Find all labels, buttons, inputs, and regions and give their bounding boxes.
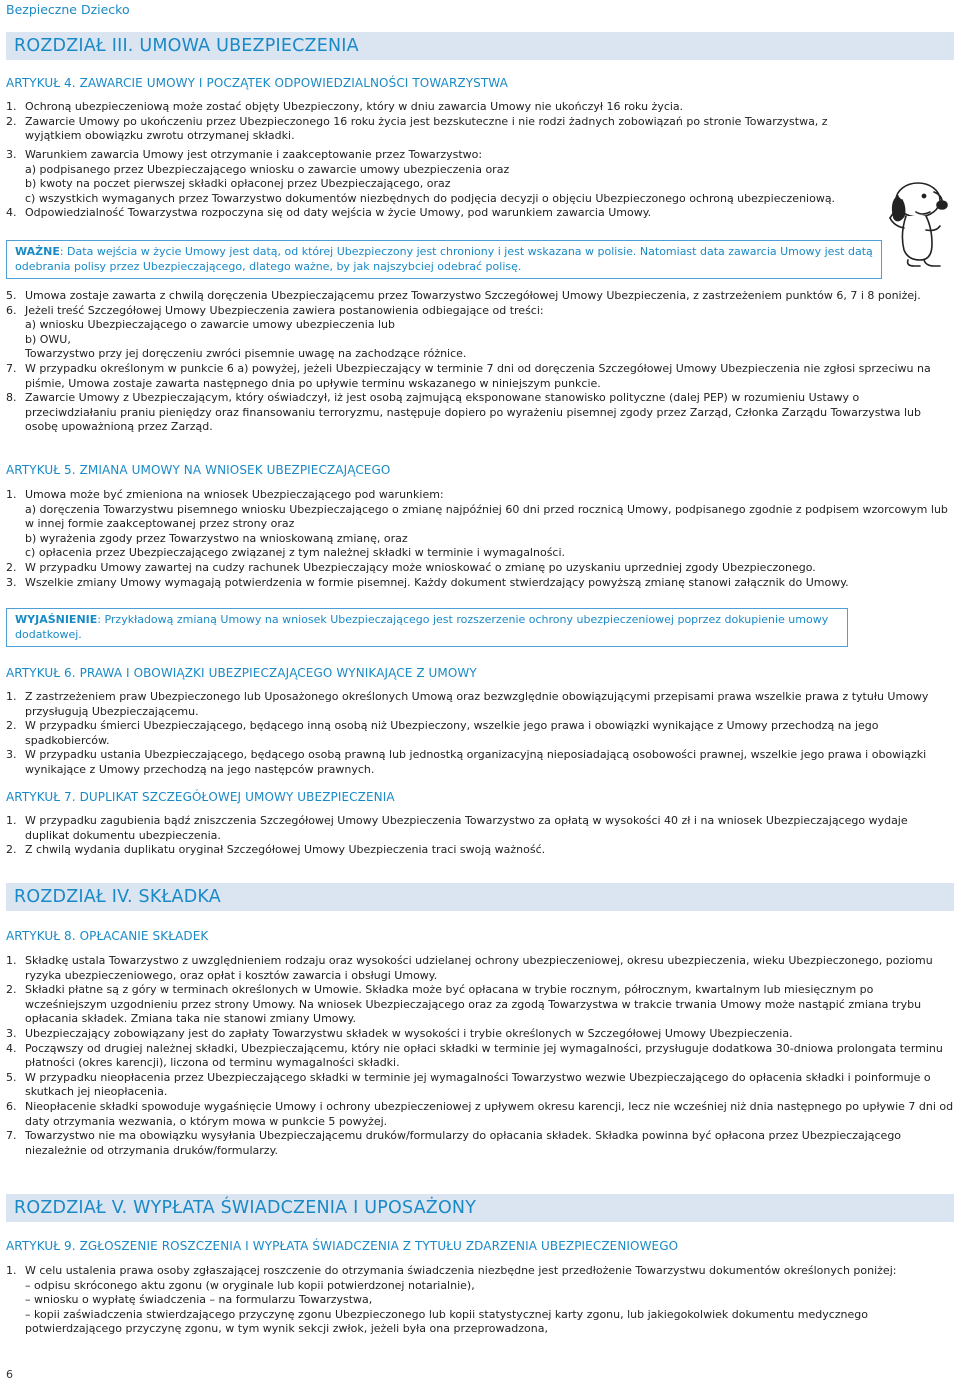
- list-text: a) wniosku Ubezpieczającego o zawarcie umowy ubezpieczenia lub: [25, 318, 395, 332]
- list-item: [6, 488, 954, 503]
- article-4-body-b: [6, 148, 876, 221]
- list-text: c) opłacenia przez Ubezpieczającego związanej z tym należnej składki w terminie i wymagalności.: [25, 546, 566, 560]
- list-item: [6, 690, 954, 719]
- page-number: 6: [6, 1368, 13, 1381]
- list-item: [6, 1027, 954, 1042]
- list-text: Ochroną ubezpieczeniową może zostać objęty Ubezpieczony, który w dniu zawarcia Umowy nie ukończył 16 roku życia.: [25, 100, 684, 113]
- list-number: 6.: [6, 303, 17, 317]
- list-item: [6, 546, 954, 561]
- list-text: Towarzystwo przy jej doręczeniu zwróci pisemnie uwagę na zachodzące różnice.: [25, 347, 467, 361]
- list-text: W przypadku określonym w punkcie 6 a) powyżej, jeżeli Ubezpieczający w terminie 7 dni od doręczenia Szczegółowej Umowy Ubezpieczenia nie zgłosi sprzeciwu na piśmie, Umowa zostaje zawarta następnego dnia po upływie terminu wskazanego w niniejszym punkcie.: [25, 361, 931, 390]
- article-7-title: ARTYKUŁ 7. DUPLIKAT SZCZEGÓŁOWEJ UMOWY UBEZPIECZENIA: [6, 790, 395, 804]
- list-text: Zawarcie Umowy z Ubezpieczającym, który oświadczył, iż jest osobą zajmującą eksponowane stanowisko polityczne (dalej PEP) w rozumieniu Ustawy o przeciwdziałaniu praniu pieniędzy oraz finansowaniu terroryzmu, następuje dopiero po wyrażeniu pisemnej zgody przez Zarząd, Członka Zarządu Towarzystwa lub osobę upoważnioną przez Zarząd.: [25, 391, 921, 434]
- note-text: : Data wejścia w życie Umowy jest datą, od której Ubezpieczony jest chroniony i jest wskazana w polisie. Natomiast data zawarcia Umowy jest datą odebrania polisy przez Ubezpieczającego, dlatego ważne, by jak najszybciej odebrać polisę.: [15, 245, 873, 273]
- list-text: Począwszy od drugiej należnej składki, Ubezpieczającemu, który nie opłaci składki w terminie jej wymagalności, przysługuje dodatkowa 30-dniowa prolongata terminu płatności (okres karencji), liczona od terminu wymagalności składki.: [25, 1041, 943, 1070]
- explanation-note-box: [6, 608, 848, 647]
- list-text: Towarzystwo nie ma obowiązku wysyłania Ubezpieczającemu druków/formularzy do opłacania składek. Składka powinna być opłacona przez Ubezpieczającego niezależnie od otrzymania druków/formularzy.: [25, 1129, 902, 1157]
- list-text: b) wyrażenia zgody przez Towarzystwo na wnioskowaną zmianę, oraz: [25, 531, 408, 545]
- list-number: 1.: [6, 488, 17, 501]
- chapter-3-heading: ROZDZIAŁ III. UMOWA UBEZPIECZENIA: [6, 32, 954, 60]
- list-item: [6, 532, 954, 547]
- list-text: Jeżeli treść Szczegółowej Umowy Ubezpieczenia zawiera postanowienia odbiegające od treści:: [25, 303, 544, 317]
- list-number: 8.: [6, 391, 17, 405]
- chapter-5-heading: ROZDZIAŁ V. WYPŁATA ŚWIADCZENIA I UPOSAŻONY: [6, 1194, 954, 1222]
- list-item: [6, 192, 876, 207]
- list-number: 2.: [6, 983, 17, 997]
- list-number: 3.: [6, 148, 17, 161]
- list-item: [6, 561, 954, 576]
- article-9-title: ARTYKUŁ 9. ZGŁOSZENIE ROSZCZENIA I WYPŁATA ŚWIADCZENIA Z TYTUŁU ZDARZENIA UBEZPIECZENIOWEGO: [6, 1239, 679, 1253]
- list-number: 1.: [6, 814, 17, 827]
- list-number: 3.: [6, 748, 17, 762]
- list-text: W przypadku Umowy zawartej na cudzy rachunek Ubezpieczający może wnioskować o zmianę po uzyskaniu uprzedniej zgody Ubezpieczonego.: [25, 560, 816, 574]
- list-text: c) wszystkich wymaganych przez Towarzystwo dokumentów niezbędnych do podjęcia decyzji o objęciu Ubezpieczonego ochroną ubezpieczeniową.: [25, 191, 836, 205]
- important-note-box: [6, 240, 882, 279]
- list-text: Nieopłacenie składki spowoduje wygaśnięcie Umowy i ochrony ubezpieczeniowej z upływem okresu karencji, lecz nie wcześniej niż dnia następnego po upływie 7 dni od daty otrzymania wezwania, o którym mowa w punkcie 5 powyżej.: [25, 1099, 954, 1128]
- list-text: Zawarcie Umowy po ukończeniu przez Ubezpieczonego 16 roku życia jest bezskuteczne i nie rodzi żadnych zobowiązań po stronie Towarzystwa, z wyjątkiem obowiązku zwrotu otrzymanej składki.: [25, 114, 828, 143]
- list-number: 6.: [6, 1099, 17, 1113]
- list-text: W przypadku śmierci Ubezpieczającego, będącego inną osobą niż Ubezpieczony, wszelkie jego prawa i obowiązki wynikające z Umowy przechodzą na jego spadkobierców.: [25, 719, 879, 747]
- article-8-title: ARTYKUŁ 8. OPŁACANIE SKŁADEK: [6, 929, 209, 943]
- list-text: – odpisu skróconego aktu zgonu (w oryginale lub kopii potwierdzonej notarialnie),: [25, 1278, 475, 1292]
- list-number: 4.: [6, 206, 17, 220]
- list-text: Ubezpieczający zobowiązany jest do zapłaty Towarzystwu składek w wysokości i trybie określonych w Szczegółowej Umowy Ubezpieczenia.: [25, 1026, 793, 1040]
- list-number: 2.: [6, 560, 17, 574]
- list-number: 7.: [6, 1129, 17, 1143]
- article-5-body: [6, 488, 954, 590]
- list-item: [6, 115, 876, 144]
- list-item: [6, 1100, 954, 1129]
- list-number: 1.: [6, 100, 17, 113]
- article-6-title: ARTYKUŁ 6. PRAWA I OBOWIĄZKI UBEZPIECZAJĄCEGO WYNIKAJĄCE Z UMOWY: [6, 666, 477, 680]
- note-label: WAŻNE: [15, 245, 60, 258]
- list-number: 2.: [6, 719, 17, 733]
- list-text: W przypadku ustania Ubezpieczającego, będącego osobą prawną lub jednostką organizacyjną nieposiadającą osobowości prawnej, wszelkie jego prawa i obowiązki wynikające z Umowy przechodzą na jego następców prawnych.: [25, 748, 927, 776]
- list-text: W celu ustalenia prawa osoby zgłaszającej roszczenie do otrzymania świadczenia niezbędne jest przedłożenie Towarzystwu dokumentów określonych poniżej:: [25, 1264, 897, 1277]
- list-text: Składki płatne są z góry w terminach określonych w Umowie. Składka może być opłacana w trybie rocznym, półrocznym, kwartalnym lub miesięcznym po wcześniejszym uzgodnieniu przez strony Umowy. Na wniosek Ubezpieczającego oraz za zgodą Towarzystwa w trakcie trwania Umowy może nastąpić zmiana trybu opłacania składek. Zmiana taka nie stanowi zmiany Umowy.: [25, 983, 922, 1026]
- list-item: [6, 1071, 954, 1100]
- list-item: [6, 391, 954, 435]
- list-item: [6, 1264, 954, 1279]
- list-number: 1.: [6, 1264, 17, 1277]
- list-number: 3.: [6, 575, 17, 589]
- list-number: 2.: [6, 114, 17, 128]
- list-number: 3.: [6, 1026, 17, 1040]
- list-text: Z chwilą wydania duplikatu oryginał Szczegółowej Umowy Ubezpieczenia traci swoją ważność.: [25, 843, 546, 857]
- list-text: Wszelkie zmiany Umowy wymagają potwierdzenia w formie pisemnej. Każdy dokument stwierdzający powyższą zmianę stanowi załącznik do Umowy.: [25, 575, 849, 589]
- article-4-title: ARTYKUŁ 4. ZAWARCIE UMOWY I POCZĄTEK ODPOWIEDZIALNOŚCI TOWARZYSTWA: [6, 76, 508, 90]
- list-item: [6, 206, 876, 221]
- list-number: 4.: [6, 1041, 17, 1055]
- article-5-title: ARTYKUŁ 5. ZMIANA UMOWY NA WNIOSEK UBEZPIECZAJĄCEGO: [6, 463, 391, 477]
- list-number: 1.: [6, 954, 17, 967]
- list-number: 7.: [6, 361, 17, 375]
- article-8-body: [6, 954, 954, 1158]
- note-label: WYJAŚNIENIE: [15, 613, 98, 626]
- list-item: [6, 1042, 954, 1071]
- list-item: [6, 1293, 954, 1308]
- list-item: [6, 304, 954, 319]
- article-4-body-a: [6, 100, 876, 144]
- list-item: [6, 177, 876, 192]
- list-text: Warunkiem zawarcia Umowy jest otrzymanie i zaakceptowanie przez Towarzystwo:: [25, 148, 483, 161]
- list-text: Odpowiedzialność Towarzystwa rozpoczyna się od daty wejścia w życie Umowy, pod warunkiem zawarcia Umowy.: [25, 206, 652, 220]
- list-text: W przypadku zagubienia bądź zniszczenia Szczegółowej Umowy Ubezpieczenia Towarzystwo za opłatą w wysokości 40 zł i na wniosek Ubezpieczającego wydaje duplikat dokumentu ubezpieczenia.: [25, 814, 908, 842]
- list-number: 1.: [6, 690, 17, 703]
- list-item: [6, 148, 876, 163]
- chapter-4-heading: ROZDZIAŁ IV. SKŁADKA: [6, 883, 954, 911]
- list-item: [6, 318, 954, 333]
- list-item: [6, 983, 954, 1027]
- list-item: [6, 289, 954, 304]
- list-item: [6, 362, 954, 391]
- snoopy-illustration: [886, 178, 956, 270]
- list-text: Umowa może być zmieniona na wniosek Ubezpieczającego pod warunkiem:: [25, 488, 444, 501]
- list-item: [6, 843, 954, 858]
- list-item: [6, 748, 954, 777]
- list-number: 2.: [6, 843, 17, 857]
- article-9-body: [6, 1264, 954, 1337]
- list-number: 5.: [6, 289, 17, 302]
- list-text: – kopii zaświadczenia stwierdzającego przyczynę zgonu Ubezpieczonego lub kopii statystycznej karty zgonu, lub jakiegokolwiek dokumentu medycznego potwierdzającego przyczynę zgonu, w tym wynik sekcji zwłok, jeżeli była ona przeprowadzona,: [25, 1307, 868, 1336]
- list-item: [6, 1129, 954, 1158]
- list-text: W przypadku nieopłacenia przez Ubezpieczającego składki w terminie jej wymagalności Towarzystwo wezwie Ubezpieczającego do opłacenia składki i poinformuje o skutkach jej nieopłacenia.: [25, 1070, 931, 1099]
- list-item: [6, 1308, 954, 1337]
- list-item: [6, 347, 954, 362]
- list-text: a) podpisanego przez Ubezpieczającego wniosku o zawarcie umowy ubezpieczenia oraz: [25, 162, 510, 176]
- running-header: Bezpieczne Dziecko: [6, 2, 130, 17]
- list-item: [6, 576, 954, 591]
- list-item: [6, 100, 876, 115]
- list-item: [6, 163, 876, 178]
- list-item: [6, 954, 954, 983]
- list-text: Umowa zostaje zawarta z chwilą doręczenia Ubezpieczającemu przez Towarzystwo Szczegółowej Umowy Ubezpieczenia, z zastrzeżeniem punktów 6, 7 i 8 poniżej.: [25, 289, 921, 302]
- list-text: a) doręczenia Towarzystwu pisemnego wniosku Ubezpieczającego o zmianę najpóźniej 60 dni przed rocznicą Umowy, podpisanego zgodnie z podpisem wzorcowym lub w innej formie zaakceptowanej przez strony oraz: [25, 502, 948, 531]
- list-text: Z zastrzeżeniem praw Ubezpieczonego lub Uposażonego określonych Umową oraz bezwzględnie obowiązującymi przepisami prawa wszelkie prawa z tytułu Umowy przysługują Ubezpieczającemu.: [25, 690, 929, 718]
- list-item: [6, 1279, 954, 1294]
- list-text: b) kwoty na poczet pierwszej składki opłaconej przez Ubezpieczającego, oraz: [25, 177, 451, 191]
- article-6-body: [6, 690, 954, 778]
- list-number: 5.: [6, 1070, 17, 1084]
- list-item: [6, 814, 954, 843]
- list-item: [6, 333, 954, 348]
- list-text: – wniosku o wypłatę świadczenia – na formularzu Towarzystwa,: [25, 1293, 373, 1307]
- list-text: b) OWU,: [25, 332, 71, 346]
- article-4-body-c: [6, 289, 954, 435]
- list-item: [6, 503, 954, 532]
- list-item: [6, 719, 954, 748]
- article-7-body: [6, 814, 954, 858]
- note-text: : Przykładową zmianą Umowy na wniosek Ubezpieczającego jest rozszerzenie ochrony ubezpieczeniowej poprzez dokupienie umowy dodatkowej.: [15, 613, 829, 641]
- list-text: Składkę ustala Towarzystwo z uwzględnieniem rodzaju oraz wysokości udzielanej ochrony ubezpieczeniowej, okresu ubezpieczenia, wieku Ubezpieczonego, poziomu ryzyka ubezpieczeniowego, oraz opłat i kosztów zawarcia i obsługi Umowy.: [25, 954, 933, 982]
